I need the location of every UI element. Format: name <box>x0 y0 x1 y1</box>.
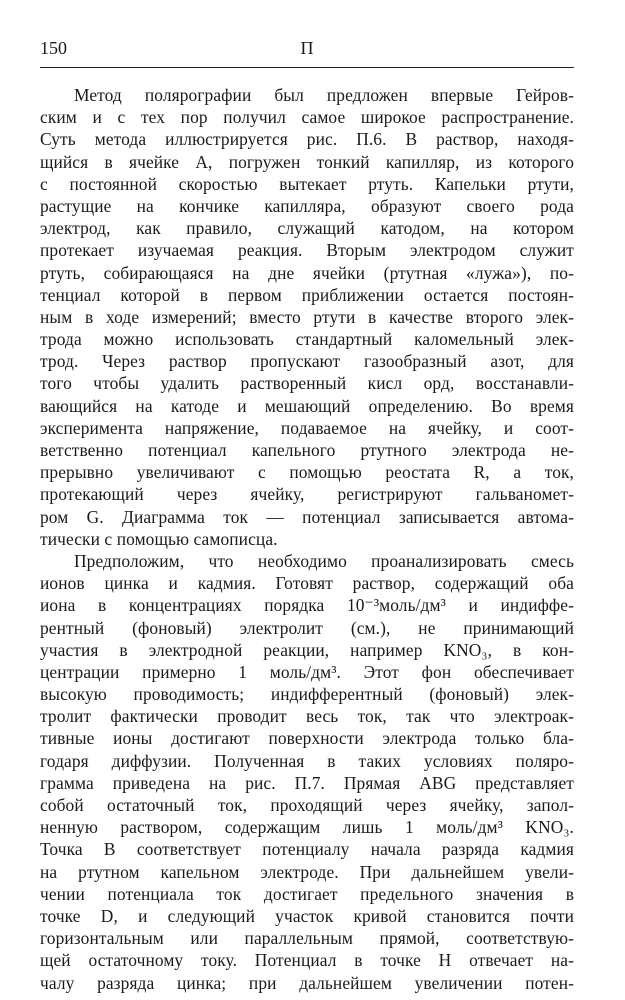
text-line: рентный (фоновый) электролит (см.), не принимающий <box>40 617 574 638</box>
text-line: ненную раствором, содержащим лишь 1 моль/дм³ KNO₃. <box>40 817 574 838</box>
paragraph-polarography-method <box>40 84 574 550</box>
text-line: того чтобы удалить растворенный кисл орд, восстанавли- <box>40 373 574 394</box>
text-line: вающийся на катоде и мешающий определению. Во время <box>40 395 574 416</box>
text-line: чалу разряда цинка; при дальнейшем увеличении потен- <box>40 972 574 993</box>
text-line: ртуть, собирающаяся на дне ячейки (ртутная «лужа»), по- <box>40 262 574 283</box>
paragraph-zinc-cadmium-analysis <box>40 550 574 994</box>
text-line: эксперимента напряжение, подаваемое на ячейку, и соот- <box>40 417 574 438</box>
text-line: протекающий через ячейку, регистрируют гальваномет- <box>40 484 574 505</box>
text-line: Метод полярографии был предложен впервые Гейров- <box>74 85 574 105</box>
text-line: трод. Через раствор пропускают газообразный азот, для <box>40 351 574 372</box>
text-line: грамма приведена на рис. П.7. Прямая ABG представляет <box>40 772 574 793</box>
text-line: точке D, и следующий участок кривой становится почти <box>40 905 574 926</box>
text-line: тролит фактически проводит весь ток, так что электроак- <box>40 706 574 727</box>
text-line: с постоянной скоростью вытекает ртуть. Капельки ртути, <box>40 173 574 194</box>
body-text <box>40 84 574 994</box>
text-line: тически с помощью самописца. <box>40 528 278 549</box>
text-line: растущие на кончике капилляра, образуют своего рода <box>40 195 574 216</box>
text-line: на ртутном капельном электроде. При дальнейшем увели- <box>40 861 574 882</box>
text-line: Точка B соответствует потенциалу начала разряда кадмия <box>40 839 574 860</box>
text-line: прерывно увеличивают с помощью реостата R, а ток, <box>40 462 574 483</box>
text-line: Суть метода иллюстрируется рис. П.6. В раствор, находя- <box>40 129 574 150</box>
page-number: 150 <box>40 38 67 58</box>
running-header <box>40 36 574 66</box>
header-rule <box>40 67 574 68</box>
text-line: чении потенциала ток достигает предельного значения в <box>40 883 574 904</box>
text-line: участия в электродной реакции, например KNO₃, в кон- <box>40 639 574 660</box>
text-line: собой остаточный ток, проходящий через ячейку, запол- <box>40 795 574 815</box>
section-letter: П <box>300 38 314 58</box>
text-line: протекает изучаемая реакция. Вторым электродом служит <box>40 240 574 261</box>
text-line: трода можно использовать стандартный каломельный элек- <box>40 329 574 350</box>
text-line: тивные ионы достигают поверхности электрода только бла- <box>40 728 574 749</box>
text-line: иона в концентрациях порядка 10⁻³моль/дм³ и индиффе- <box>40 595 574 616</box>
text-line: ром G. Диаграмма ток — потенциал записывается автома- <box>40 506 574 527</box>
text-line: ветственно потенциал капельного ртутного электрода не- <box>40 440 574 460</box>
text-line: электрод, как правило, служащий катодом, на котором <box>40 218 574 239</box>
text-line: центрации примерно 1 моль/дм³. Этот фон обеспечивает <box>40 661 574 682</box>
text-line: ным в ходе измерений; вместо ртути в качестве второго элек- <box>40 306 574 327</box>
text-line: высокую проводимость; индифферентный (фоновый) элек- <box>40 684 574 705</box>
text-line: горизонтальным или параллельным прямой, соответствую- <box>40 928 574 949</box>
text-line: щей остаточному току. Потенциал в точке H отвечает на- <box>40 950 574 971</box>
text-line: годаря диффузии. Полученная в таких условиях поляро- <box>40 750 574 771</box>
text-line: Предположим, что необходимо проанализировать смесь <box>74 550 574 571</box>
text-line: тенциал которой в первом приближении остается постоян- <box>40 284 574 305</box>
text-line: ионов цинка и кадмия. Готовят раствор, содержащий оба <box>40 573 574 594</box>
text-line: щийся в ячейке A, погружен тонкий капилляр, из которого <box>40 151 574 172</box>
text-line: ским и с тех пор получил самое широкое распространение. <box>40 107 574 128</box>
